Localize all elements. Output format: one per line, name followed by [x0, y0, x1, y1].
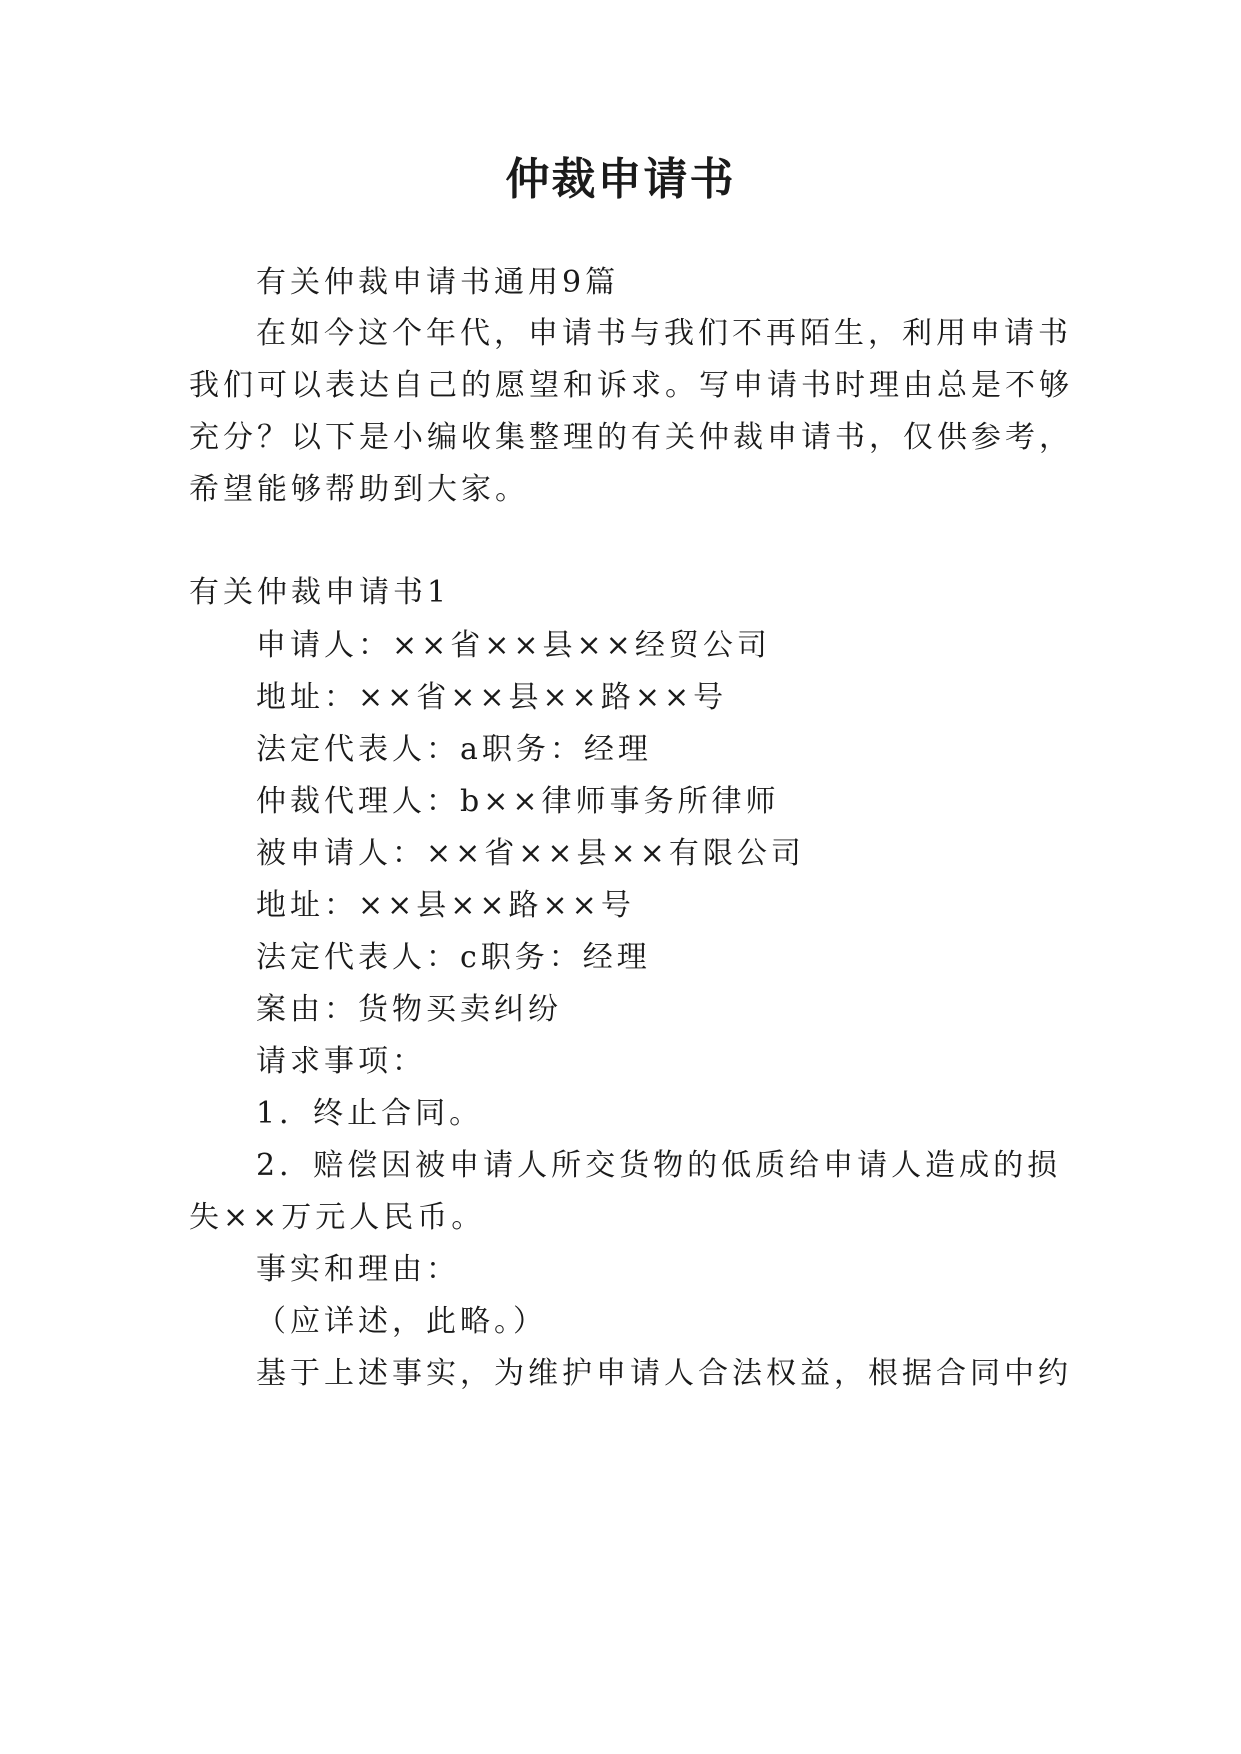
claim-item: 1．终止合同。	[256, 1096, 484, 1131]
applicant-line: 申请人：××省××县××经贸公司	[256, 628, 771, 663]
applicant-address-line: 地址：××省××县××路××号	[256, 680, 728, 715]
section-heading: 有关仲裁申请书1	[189, 575, 451, 610]
respondent-line: 被申请人：××省××县××有限公司	[256, 836, 805, 871]
conclusion-line: 基于上述事实，为维护申请人合法权益，根据合同中约	[256, 1356, 1072, 1391]
facts-heading: 事实和理由：	[256, 1252, 460, 1287]
claims-heading: 请求事项：	[256, 1044, 426, 1079]
intro-subtitle: 有关仲裁申请书通用9篇	[256, 265, 620, 300]
intro-paragraph-line: 希望能够帮助到大家。	[189, 472, 529, 507]
applicant-legal-rep-line: 法定代表人：a职务：经理	[256, 732, 652, 767]
intro-paragraph-line: 充分？以下是小编收集整理的有关仲裁申请书，仅供参考，	[189, 420, 1073, 455]
intro-paragraph-line: 在如今这个年代，申请书与我们不再陌生，利用申请书	[256, 316, 1072, 351]
respondent-address-line: 地址：××县××路××号	[256, 888, 635, 923]
case-cause-line: 案由：货物买卖纠纷	[256, 992, 562, 1027]
respondent-legal-rep-line: 法定代表人：c职务：经理	[256, 940, 651, 975]
document-title: 仲裁申请书	[505, 154, 736, 205]
intro-paragraph-line: 我们可以表达自己的愿望和诉求。写申请书时理由总是不够	[189, 368, 1073, 403]
claim-item: 2．赔偿因被申请人所交货物的低质给申请人造成的损	[256, 1148, 1062, 1183]
arbitration-agent-line: 仲裁代理人：b××律师事务所律师	[256, 784, 780, 819]
facts-note: （应详述，此略。）	[256, 1304, 547, 1339]
claim-item-continuation: 失××万元人民币。	[189, 1200, 486, 1235]
